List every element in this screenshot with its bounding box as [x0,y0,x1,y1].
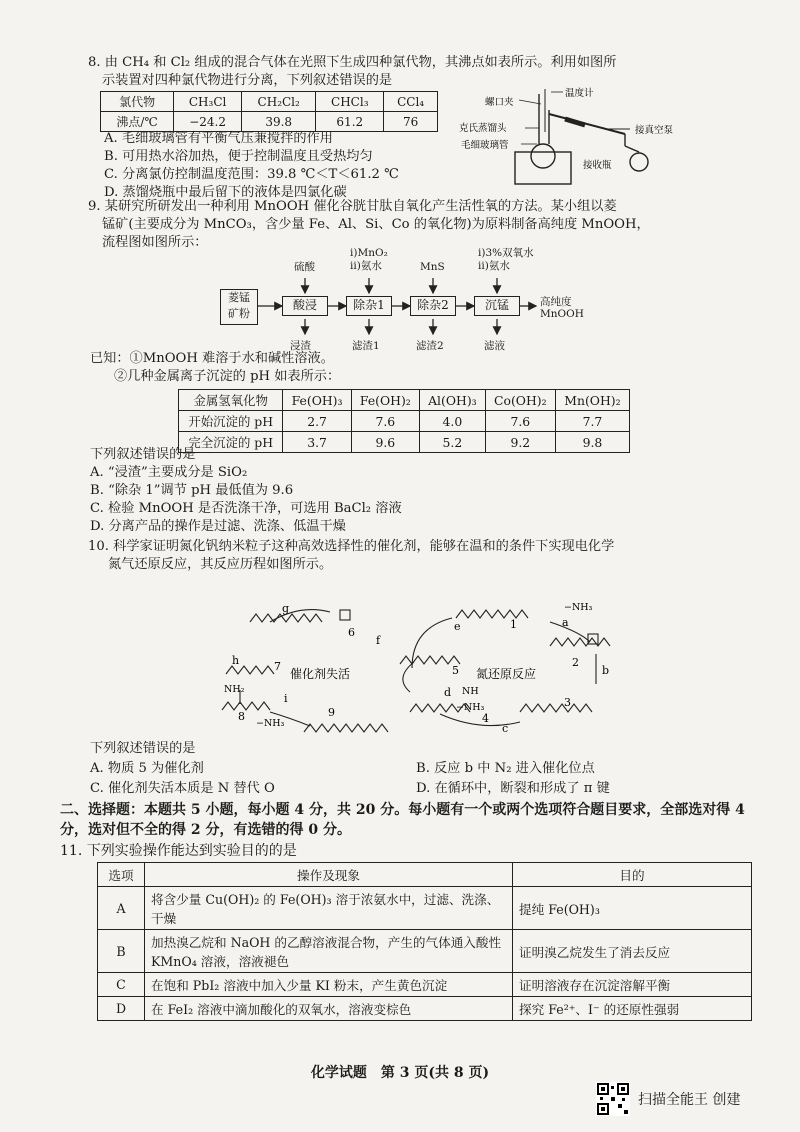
q8-option-a: A. 毛细玻璃管有平衡气压兼搅拌的作用 [104,131,333,146]
table-row [101,92,438,112]
q8-option-c: C. 分离氯仿控制温度范围：39.8 ℃＜T＜61.2 ℃ [104,167,399,182]
species-4: 4 [482,712,489,725]
question-9 [88,198,650,252]
table-cell: 61.2 [316,112,384,132]
table-cell: 76 [384,112,438,132]
reagent-purify-1 [350,247,388,273]
product-line: MnOOH [540,308,584,320]
table-cell: 7.6 [351,411,419,432]
table-cell: 氯代物 [101,92,174,112]
flow-step-acid-leach: 酸浸 [282,296,328,316]
table-cell: Co(OH)₂ [485,390,555,411]
condenser [549,114,625,134]
table-cell: CH₃Cl [174,92,242,112]
species-1: 1 [510,618,517,631]
q9-ask: 下列叙述错误的是 [90,447,196,462]
reagent-line: ii)氨水 [478,260,510,272]
table-cell: 证明溴乙烷发生了消去反应 [513,930,752,973]
q11-table [97,862,752,1021]
table-cell: CH₂Cl₂ [242,92,316,112]
step-c: c [502,722,509,735]
step-b: b [602,664,610,677]
q9-known [90,350,340,386]
reagent-line: i)3%双氧水 [478,247,534,259]
table-cell: −24.2 [174,112,242,132]
flow-step-purify-2: 除杂2 [410,296,456,316]
species-2: 2 [572,656,579,669]
table-row [101,112,438,132]
table-cell: 2.7 [283,411,351,432]
table-cell: 在 FeI₂ 溶液中滴加酸化的双氧水，溶液变棕色 [145,997,513,1021]
q9-ask-and-options [90,446,402,536]
receiving-flask [630,153,648,171]
distillation-flask [531,144,555,168]
flow-step-purify-1: 除杂1 [346,296,392,316]
step-a: a [562,616,569,629]
q9-line-3: 流程图如图所示： [102,235,208,250]
question-10 [88,538,614,574]
flow-start-line: 菱锰 [228,291,250,304]
table-cell: Mn(OH)₂ [555,390,629,411]
q10-option-a: A. 物质 5 为催化剂 [90,761,204,776]
q10-option-d: D. 在循环中，断裂和形成了 π 键 [416,781,610,796]
table-cell: 7.7 [555,411,629,432]
table-row [98,887,752,930]
q9-line-2: 锰矿(主要成分为 MnCO₃，含少量 Fe、Al、Si、Co 的氧化物)为原料制备高纯度 MnOOH， [102,217,650,232]
table-row [179,390,630,411]
table-cell: 证明溶液存在沉淀溶解平衡 [513,973,752,997]
q8-boiling-table [100,91,438,132]
table-cell: 9.2 [485,432,555,453]
q9-option-a: A. “浸渣”主要成分是 SiO₂ [90,465,248,480]
reagent-sulfuric-acid: 硫酸 [294,261,315,273]
table-cell: 3.7 [283,432,351,453]
table-cell: A [98,887,145,930]
step-e: e [454,620,461,633]
q9-option-d: D. 分离产品的操作是过滤、洗涤、低温干燥 [90,519,346,534]
reagent-line: i)MnO₂ [350,247,388,259]
q11-line: 11. 下列实验操作能达到实验目的的是 [60,843,297,859]
label-minus-nh3-a: −NH₃ [564,602,593,613]
species-9: 9 [328,706,335,719]
label-capillary-tube: 毛细玻璃管 [461,140,509,151]
q9-ph-table [178,389,630,453]
table-cell: 完全沉淀的 pH [179,432,283,453]
label-claisen-head: 克氏蒸馏头 [459,123,507,134]
distillation-apparatus-figure [455,84,695,194]
table-cell: 加热溴乙烷和 NaOH 的乙醇溶液混合物，产生的气体通入酸性 KMnO₄ 溶液，溶液褪色 [145,930,513,973]
scanner-watermark [596,1082,740,1116]
label-screw-clamp: 螺口夹 [485,97,514,108]
step-f: f [376,634,381,647]
table-cell: B [98,930,145,973]
table-cell: 7.6 [485,411,555,432]
table-cell: 沸点/℃ [101,112,174,132]
reagent-line: ii)氨水 [350,260,382,272]
table-cell: 在饱和 PbI₂ 溶液中加入少量 KI 粉末，产生黄色沉淀 [145,973,513,997]
q10-option-c: C. 催化剂失活本质是 N 替代 O [90,781,275,796]
table-cell: CCl₄ [384,92,438,112]
page-footer: 化学试题 第 3 页(共 8 页) [310,1065,490,1081]
residue-leach: 浸渣 [290,340,311,352]
species-7: 7 [274,660,281,673]
table-cell: 金属氢氧化物 [179,390,283,411]
table-cell: Fe(OH)₂ [351,390,419,411]
label-nh2: NH₂ [224,684,245,695]
table-cell: 开始沉淀的 pH [179,411,283,432]
label-vacuum-pump: 接真空泵 [635,125,674,136]
label-nh: NH [462,686,479,697]
q9-line-1: 9. 某研究所研发出一种利用 MnOOH 催化谷胱甘肽自氧化产生活性氧的方法。某小组以菱 [88,199,617,214]
residue-filter-2: 滤渣2 [416,340,444,352]
label-thermometer: 温度计 [565,88,594,99]
table-row [98,973,752,997]
q8-option-d: D. 蒸馏烧瓶中最后留下的液体是四氯化碳 [104,185,347,200]
label-nitrogen-reduction: 氮还原反应 [476,667,537,681]
table-cell: 目的 [513,863,752,887]
table-cell: Fe(OH)₃ [283,390,351,411]
q8-option-b: B. 可用热水浴加热，便于控制温度且受热均匀 [104,149,373,164]
q8-line-2: 示装置对四种氯代物进行分离，下列叙述错误的是 [102,73,393,88]
table-row [98,863,752,887]
flow-start-line: 矿粉 [228,307,250,320]
q9-known-1: 已知：①MnOOH 难溶于水和碱性溶液。 [90,351,334,366]
table-cell: 探究 Fe²⁺、I⁻ 的还原性强弱 [513,997,752,1021]
table-cell: 选项 [98,863,145,887]
q10-option-b: B. 反应 b 中 N₂ 进入催化位点 [416,761,595,776]
table-cell: 提纯 Fe(OH)₃ [513,887,752,930]
q10-reaction-mechanism-figure [220,582,630,742]
reagent-mns: MnS [420,261,445,273]
table-cell: 5.2 [419,432,485,453]
q10-line-2: 氮气还原反应，其反应历程如图所示。 [108,557,333,572]
section-2-heading: 二、选择题：本题共 5 小题，每小题 4 分，共 20 分。每小题有一个或两个选项符合题目要求，全部选对得 4 分，选对但不全的得 2 分，有选错的得 0 分。 [60,802,745,838]
table-cell: 9.8 [555,432,629,453]
step-h: h [232,654,240,667]
species-5: 5 [452,664,459,677]
q10-ask: 下列叙述错误的是 [90,741,196,756]
label-minus-nh3-i: −NH₃ [256,718,285,729]
product-line: 高纯度 [540,296,572,308]
label-nh3-d: −NH₃ [456,702,485,713]
table-row [98,997,752,1021]
watermark-text: 扫描全能王 创建 [638,1092,741,1108]
flow-product [540,296,584,320]
table-row [179,411,630,432]
q9-known-2: ②几种金属离子沉淀的 pH 如表所示： [114,369,341,384]
q8-options [104,130,399,202]
q9-option-b: B. “除杂 1”调节 pH 最低值为 9.6 [90,483,294,498]
table-cell: C [98,973,145,997]
table-cell: 操作及现象 [145,863,513,887]
step-g: g [282,602,290,615]
flow-step-precipitate-mn: 沉锰 [474,296,520,316]
table-cell: 将含少量 Cu(OH)₂ 的 Fe(OH)₃ 溶于浓氨水中，过滤、洗涤、干燥 [145,887,513,930]
step-d: d [444,686,452,699]
label-catalyst-deactivation: 催化剂失活 [290,667,351,681]
species-8: 8 [238,710,245,723]
table-cell: 9.6 [351,432,419,453]
species-6: 6 [348,626,355,639]
table-cell: CHCl₃ [316,92,384,112]
residue-filtrate: 滤液 [484,340,505,352]
table-cell: 4.0 [419,411,485,432]
flow-start-ore [220,289,258,325]
q9-option-c: C. 检验 MnOOH 是否洗涤干净，可选用 BaCl₂ 溶液 [90,501,402,516]
species-3: 3 [564,696,571,709]
q8-line-1: 8. 由 CH₄ 和 Cl₂ 组成的混合气体在光照下生成四种氯代物，其沸点如表所示。利用如图所 [88,55,617,70]
q10-line-1: 10. 科学家证明氮化钒纳米粒子这种高效选择性的催化剂，能够在温和的条件下实现电化学 [88,539,615,554]
table-cell: 39.8 [242,112,316,132]
table-row [98,930,752,973]
table-cell: D [98,997,145,1021]
reagent-precipitate [478,247,534,273]
qr-code-icon [596,1082,630,1116]
residue-filter-1: 滤渣1 [352,340,380,352]
label-receiving-flask: 接收瓶 [583,160,612,171]
step-i: i [284,692,288,705]
table-cell: Al(OH)₃ [419,390,485,411]
